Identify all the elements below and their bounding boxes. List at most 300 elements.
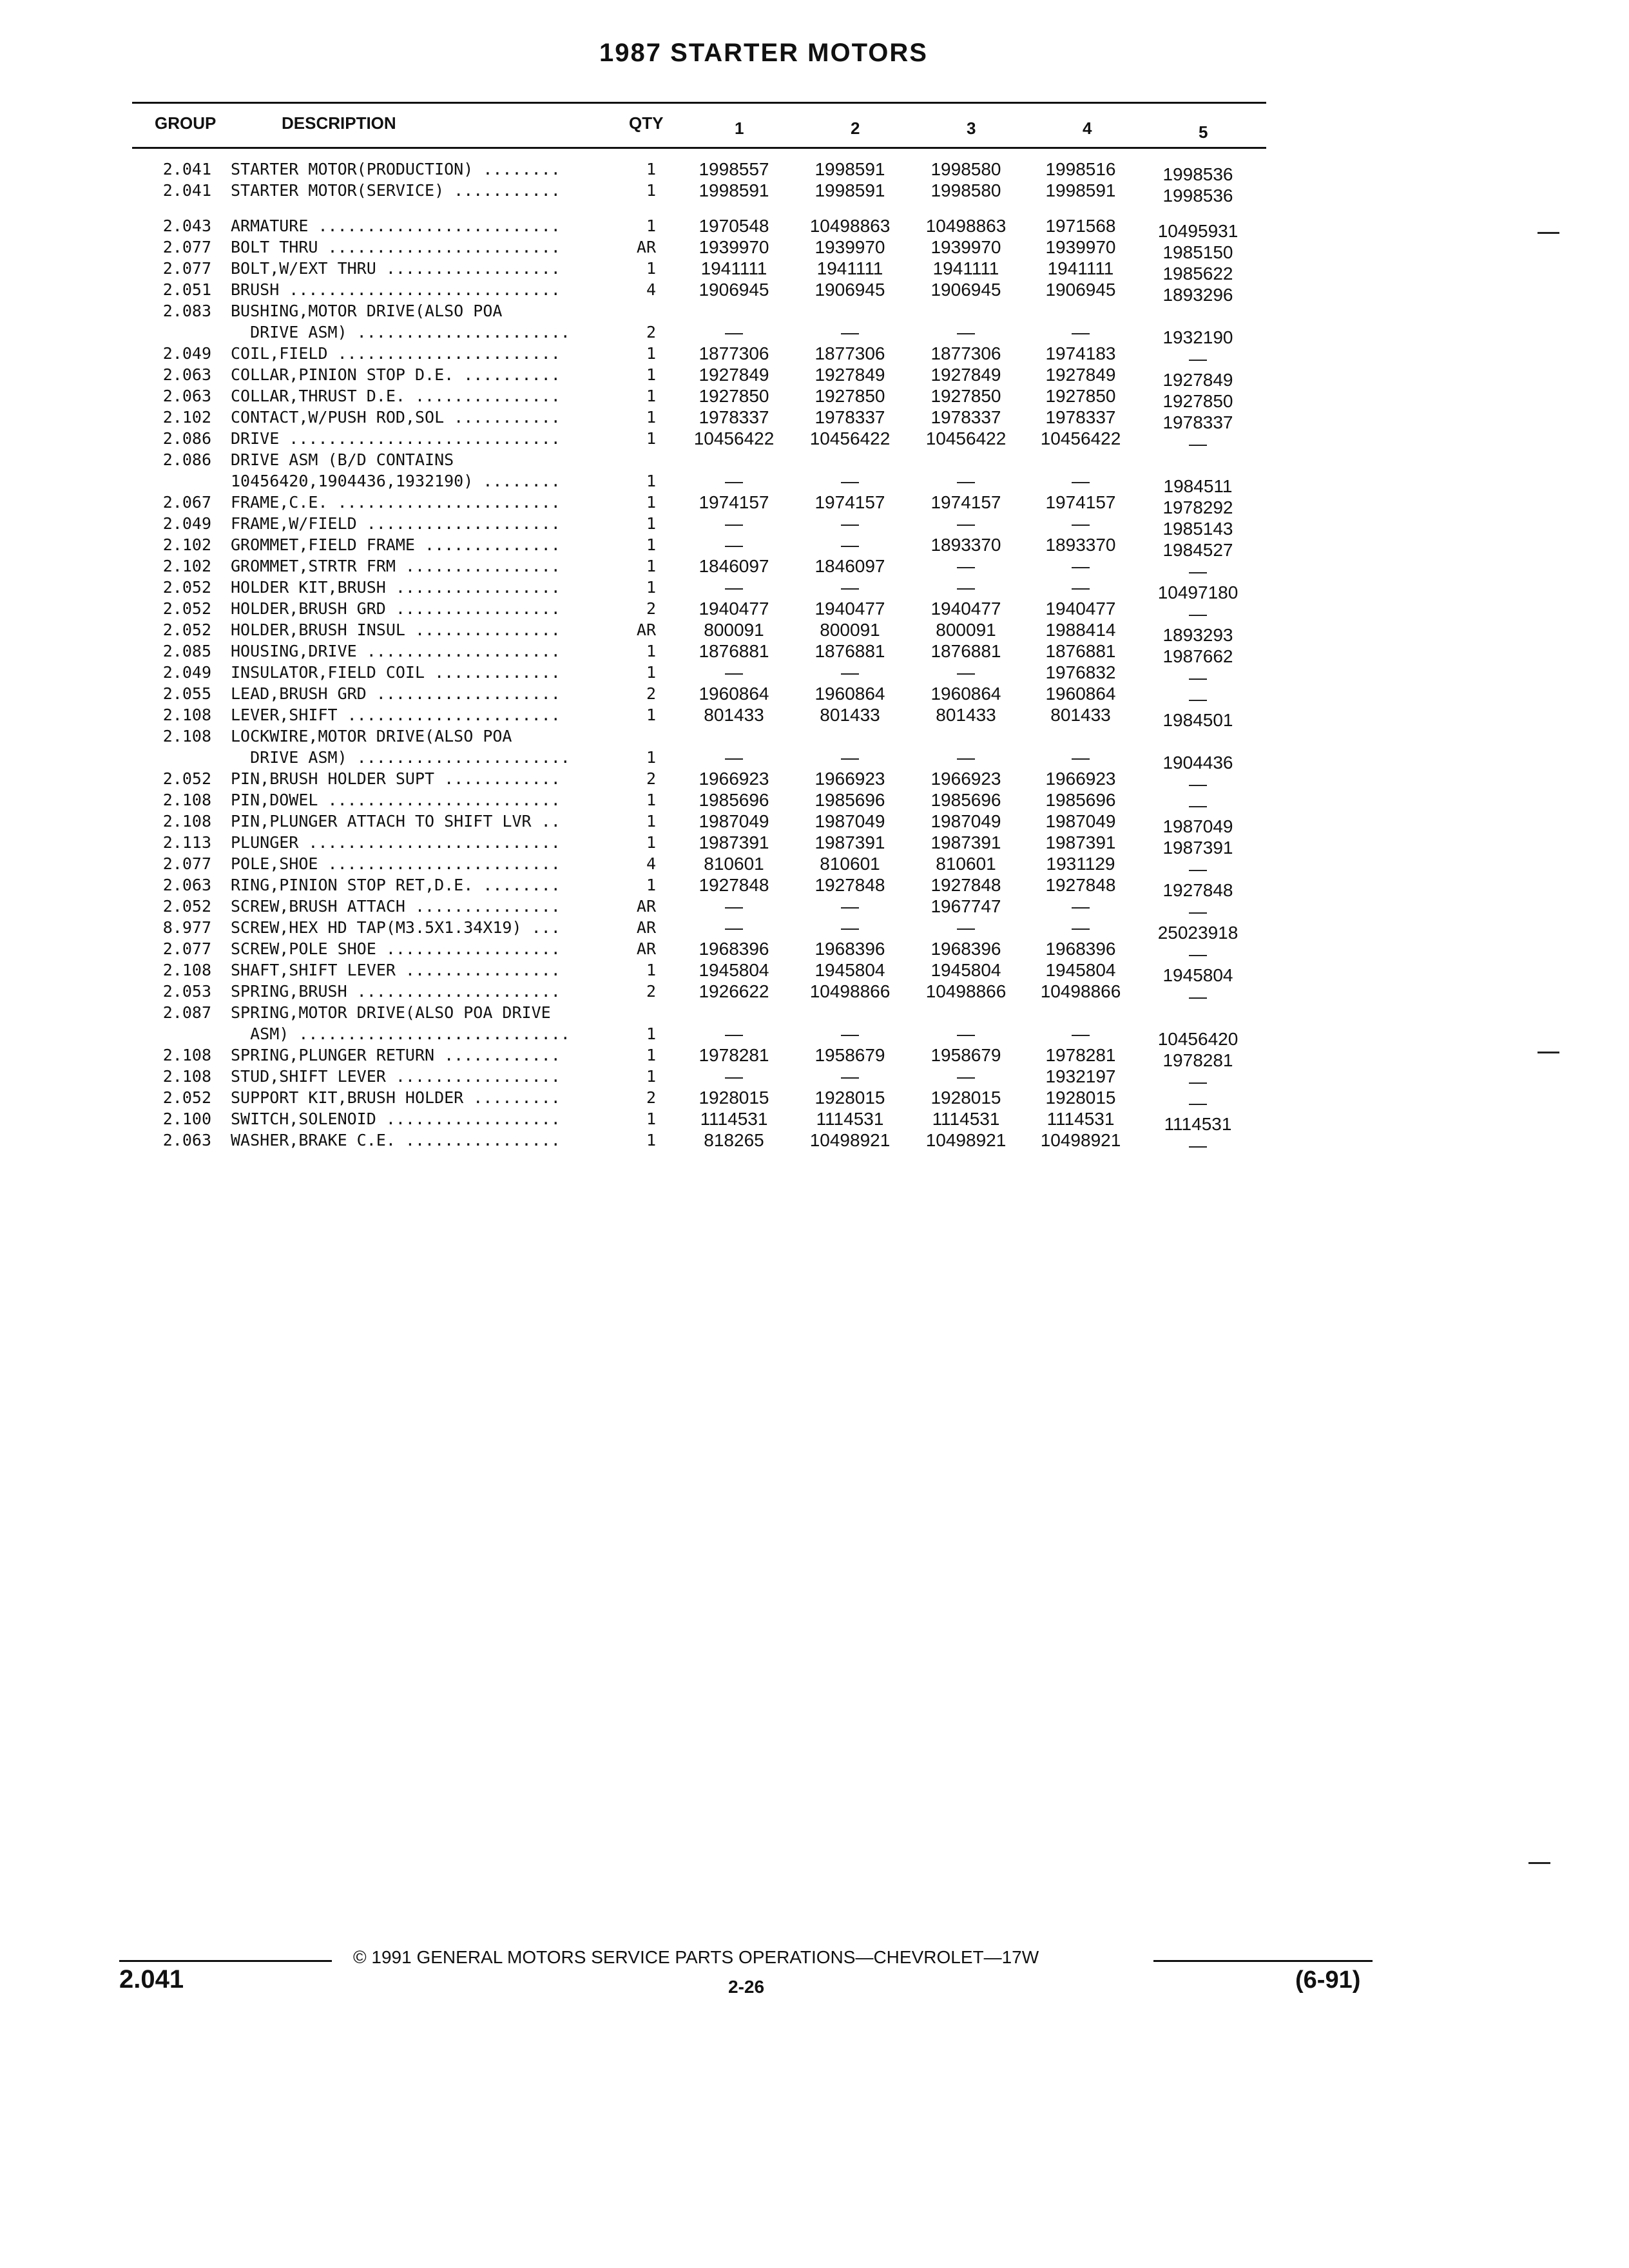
part-number-col-4: 1939970 [1045,237,1116,257]
part-qty: 1 [646,791,656,809]
part-description: HOLDER KIT,BRUSH ................. [231,578,561,597]
part-description: DRIVE ............................ [231,429,561,448]
part-number-col-3: 1958679 [930,1045,1001,1065]
part-qty: 1 [646,216,656,235]
part-number-col-3: — [957,471,975,491]
group-number: 2.049 [162,344,211,363]
part-number-col-1: 1960864 [699,684,769,704]
table-row [0,1088,1629,1113]
table-row [0,237,1629,262]
part-number-col-4: 1998591 [1045,180,1116,200]
part-qty: 2 [646,982,656,1001]
header-col-2: 2 [851,119,860,138]
table-row [0,343,1629,369]
part-number-col-5: 1987049 [1162,816,1233,836]
table-row [0,1003,1629,1023]
header-top-rule [132,102,1266,104]
part-number-col-3: 1941111 [932,258,999,278]
part-qty: 1 [646,365,656,384]
part-qty: 1 [646,1067,656,1086]
page-title: 1987 STARTER MOTORS [599,39,928,67]
part-number-col-2: 1846097 [815,556,885,576]
part-number-col-4: 1960864 [1045,684,1116,704]
part-number-col-4: 1985696 [1045,790,1116,810]
table-row [0,705,1629,730]
part-description: PIN,PLUNGER ATTACH TO SHIFT LVR .. [231,812,561,831]
part-number-col-5: — [1189,795,1207,815]
part-description: BOLT THRU ........................ [231,238,561,256]
part-number-col-2: 1927848 [815,875,885,895]
table-row [0,662,1629,687]
part-number-col-4: 1940477 [1045,599,1116,619]
part-description: LEVER,SHIFT ...................... [231,706,561,724]
group-number: 2.041 [162,181,211,200]
part-number-col-3: 1998580 [930,180,1001,200]
part-number-col-5: — [1189,1093,1207,1113]
part-qty: 1 [646,706,656,724]
part-number-col-2: 1114531 [816,1109,884,1129]
group-number: 2.067 [162,493,211,512]
part-number-col-3: 1876881 [930,641,1001,661]
part-number-col-4: 10498866 [1040,981,1121,1001]
part-number-col-1: 1966923 [699,769,769,789]
part-number-col-1: 1985696 [699,790,769,810]
part-number-col-5: 1987391 [1162,838,1233,858]
part-number-col-1: — [725,535,743,555]
part-number-col-5: — [1189,668,1207,687]
part-number-col-3: — [957,1024,975,1044]
part-number-col-4: 1945804 [1045,960,1116,980]
part-number-col-4: 1971568 [1045,216,1116,236]
part-number-col-5: 1893296 [1162,285,1233,305]
part-number-col-2: — [841,322,859,342]
part-number-col-4: 1998516 [1045,159,1116,179]
part-number-col-3: 10456422 [925,428,1007,448]
part-number-col-4: — [1072,1024,1090,1044]
part-description: DRIVE ASM) ...................... [231,323,570,341]
part-number-col-2: 1906945 [815,280,885,300]
part-qty: 1 [646,535,656,554]
part-number-col-5: — [1189,689,1207,709]
part-number-col-3: 1945804 [930,960,1001,980]
part-number-col-5: 1927849 [1162,370,1233,390]
part-qty: 1 [646,1131,656,1149]
part-number-col-4: 1987049 [1045,811,1116,831]
table-row [0,981,1629,1006]
part-number-col-1: — [725,918,743,937]
part-qty: 1 [646,160,656,178]
part-number-col-1: — [725,747,743,767]
part-qty: 1 [646,1110,656,1128]
group-number: 2.052 [162,620,211,639]
part-number-col-1: — [725,662,743,682]
group-number: 2.041 [162,160,211,178]
part-number-col-5: — [1189,349,1207,369]
group-number: 2.052 [162,1088,211,1107]
table-row [0,1024,1629,1049]
part-number-col-2: 800091 [820,620,880,640]
part-number-col-5: — [1189,1135,1207,1155]
part-description: DRIVE ASM (B/D CONTAINS [231,450,454,469]
part-number-col-3: 1966923 [930,769,1001,789]
part-description: SUPPORT KIT,BRUSH HOLDER ......... [231,1088,561,1107]
part-description: BRUSH ............................ [231,280,561,299]
part-description: LEAD,BRUSH GRD ................... [231,684,561,703]
part-description: DRIVE ASM) ...................... [231,748,570,767]
part-number-col-2: — [841,918,859,937]
header-col-3: 3 [967,119,976,138]
group-number: 2.077 [162,939,211,958]
part-number-col-5: 1927848 [1162,880,1233,900]
part-qty: 1 [646,344,656,363]
part-number-col-2: 1968396 [815,939,885,959]
part-number-col-3: 1906945 [930,280,1001,300]
part-number-col-5: 10497180 [1157,582,1239,602]
group-number: 2.051 [162,280,211,299]
part-number-col-5: — [1189,604,1207,624]
part-number-col-3: — [957,747,975,767]
table-row [0,1066,1629,1091]
group-number: 2.102 [162,535,211,554]
part-number-col-4: 1931129 [1046,854,1115,874]
part-number-col-4: 1876881 [1045,641,1116,661]
table-row [0,159,1629,184]
part-description: PIN,BRUSH HOLDER SUPT ............ [231,769,561,788]
group-number: 2.108 [162,1067,211,1086]
part-number-col-3: 1967747 [930,896,1001,916]
part-number-col-2: 801433 [820,705,880,725]
part-number-col-2: 1928015 [815,1088,885,1108]
part-number-col-3: 1974157 [930,492,1001,512]
part-description: SCREW,HEX HD TAP(M3.5X1.34X19) ... [231,918,561,937]
part-qty: 2 [646,599,656,618]
part-description: HOUSING,DRIVE .................... [231,642,561,660]
part-qty: 2 [646,769,656,788]
part-number-col-3: — [957,514,975,533]
part-description: PLUNGER .......................... [231,833,561,852]
margin-tick-mark [1537,1052,1559,1053]
part-number-col-1: 1939970 [699,237,769,257]
part-number-col-3: 1877306 [930,343,1001,363]
part-description: STARTER MOTOR(PRODUCTION) ........ [231,160,561,178]
part-number-col-3: — [957,577,975,597]
part-number-col-5: 1984527 [1162,540,1233,560]
table-row [0,428,1629,454]
group-number: 2.053 [162,982,211,1001]
group-number: 2.063 [162,365,211,384]
part-number-col-4: 1988414 [1045,620,1116,640]
part-description: ARMATURE ......................... [231,216,561,235]
part-number-col-3: 1960864 [930,684,1001,704]
group-number: 2.063 [162,876,211,894]
table-row [0,769,1629,794]
table-row [0,302,1629,321]
part-number-col-2: 10456422 [809,428,891,448]
part-number-col-2: 1876881 [815,641,885,661]
table-row [0,386,1629,411]
part-number-col-1: 1114531 [700,1109,768,1129]
part-number-col-1: 1927850 [699,386,769,406]
part-number-col-4: 1974183 [1045,343,1116,363]
part-qty: AR [636,238,656,256]
group-number: 2.085 [162,642,211,660]
part-description: RING,PINION STOP RET,D.E. ........ [231,876,561,894]
part-number-col-2: 10498866 [809,981,891,1001]
part-description: BOLT,W/EXT THRU .................. [231,259,561,278]
part-number-col-1: 1941111 [700,258,767,278]
part-number-col-5: — [1189,944,1207,964]
table-row [0,280,1629,305]
table-row [0,747,1629,773]
part-description: GROMMET,FIELD FRAME .............. [231,535,561,554]
part-number-col-3: 1927850 [930,386,1001,406]
part-number-col-2: 1945804 [815,960,885,980]
group-number: 2.043 [162,216,211,235]
part-number-col-1: 801433 [704,705,764,725]
group-number: 2.108 [162,706,211,724]
part-number-col-3: 1985696 [930,790,1001,810]
table-row [0,684,1629,709]
part-number-col-3: 800091 [936,620,996,640]
part-number-col-1: 800091 [704,620,764,640]
part-number-col-4: 1932197 [1045,1066,1116,1086]
part-description: COLLAR,THRUST D.E. ............... [231,387,561,405]
part-number-col-1: 1945804 [699,960,769,980]
part-number-col-1: 1998591 [699,180,769,200]
group-number: 2.083 [162,302,211,320]
part-qty: 2 [646,323,656,341]
part-description: HOLDER,BRUSH GRD ................. [231,599,561,618]
part-description: CONTACT,W/PUSH ROD,SOL ........... [231,408,561,427]
group-number: 2.102 [162,408,211,427]
part-number-col-4: — [1072,747,1090,767]
part-number-col-3: — [957,662,975,682]
table-row [0,875,1629,900]
part-number-col-1: 1978337 [699,407,769,427]
group-number: 2.077 [162,854,211,873]
part-qty: 1 [646,642,656,660]
part-description: SPRING,PLUNGER RETURN ............ [231,1046,561,1064]
part-description: POLE,SHOE ........................ [231,854,561,873]
group-number: 2.108 [162,727,211,745]
part-number-col-5: 1904436 [1162,753,1233,773]
part-number-col-1: 1876881 [699,641,769,661]
part-number-col-5: 1978292 [1162,497,1233,517]
part-number-col-4: 1966923 [1045,769,1116,789]
part-number-col-5: — [1189,1072,1207,1091]
table-row [0,854,1629,879]
part-number-col-4: 1114531 [1046,1109,1115,1129]
part-description: PIN,DOWEL ........................ [231,791,561,809]
table-row [0,620,1629,645]
part-number-col-2: — [841,662,859,682]
part-number-col-5: — [1189,986,1207,1006]
part-number-col-2: 10498921 [809,1130,891,1150]
part-number-col-2: 1998591 [815,180,885,200]
table-row [0,1130,1629,1155]
part-number-col-5: 1998536 [1162,186,1233,206]
part-number-col-3: 1928015 [930,1088,1001,1108]
part-description: HOLDER,BRUSH INSUL ............... [231,620,561,639]
part-number-col-3: 1927849 [930,365,1001,385]
margin-tick-mark [1528,1862,1550,1864]
part-number-col-3: 1978337 [930,407,1001,427]
part-number-col-5: 1987662 [1162,646,1233,666]
part-number-col-2: 1940477 [815,599,885,619]
table-row [0,258,1629,284]
part-qty: AR [636,939,656,958]
part-qty: AR [636,918,656,937]
part-qty: 1 [646,408,656,427]
part-number-col-4: 1987391 [1045,832,1116,852]
part-qty: 1 [646,181,656,200]
header-bottom-rule [132,147,1266,149]
footer-rule-left [119,1960,332,1962]
part-number-col-2: 1987391 [815,832,885,852]
table-row [0,1045,1629,1070]
part-description: BUSHING,MOTOR DRIVE(ALSO POA [231,302,503,320]
part-qty: 1 [646,578,656,597]
part-description: COIL,FIELD ....................... [231,344,561,363]
part-number-col-1: 1978281 [699,1045,769,1065]
table-row [0,180,1629,206]
part-number-col-4: 1978337 [1045,407,1116,427]
part-number-col-2: 1939970 [815,237,885,257]
part-number-col-5: 1985150 [1162,242,1233,262]
part-qty: 1 [646,663,656,682]
part-number-col-1: 1968396 [699,939,769,959]
part-description: INSULATOR,FIELD COIL ............. [231,663,561,682]
part-number-col-4: 1928015 [1045,1088,1116,1108]
header-col-4: 4 [1083,119,1092,138]
part-number-col-1: — [725,322,743,342]
part-number-col-1: 1927849 [699,365,769,385]
part-number-col-2: — [841,535,859,555]
part-qty: AR [636,897,656,916]
part-number-col-5: 1932190 [1162,327,1233,347]
part-description: FRAME,W/FIELD .................... [231,514,561,533]
part-number-col-4: 1927850 [1045,386,1116,406]
part-number-col-2: — [841,896,859,916]
part-number-col-3: 1927848 [930,875,1001,895]
group-number: 2.100 [162,1110,211,1128]
part-number-col-3: — [957,556,975,576]
part-number-col-1: 1926622 [699,981,769,1001]
part-number-col-3: 801433 [936,705,996,725]
part-number-col-2: 10498863 [809,216,891,236]
table-row [0,407,1629,432]
group-number: 2.052 [162,599,211,618]
part-description: FRAME,C.E. ....................... [231,493,561,512]
group-number: 2.063 [162,387,211,405]
part-number-col-2: 1927850 [815,386,885,406]
part-number-col-1: 1987049 [699,811,769,831]
part-number-col-1: 810601 [704,854,764,874]
group-number: 8.977 [162,918,211,937]
part-number-col-1: 1970548 [699,216,769,236]
part-number-col-1: — [725,1024,743,1044]
part-number-col-5: 1927850 [1162,391,1233,411]
part-number-col-5: 1984501 [1162,710,1233,730]
group-number: 2.108 [162,961,211,979]
part-qty: 1 [646,1024,656,1043]
part-number-col-4: 1927849 [1045,365,1116,385]
part-number-col-5: — [1189,859,1207,879]
part-number-col-4: 801433 [1050,705,1111,725]
part-qty: 1 [646,748,656,767]
part-number-col-5: 1985143 [1162,519,1233,539]
part-description: STUD,SHIFT LEVER ................. [231,1067,561,1086]
part-number-col-4: — [1072,556,1090,576]
part-number-col-4: 1968396 [1045,939,1116,959]
table-row [0,918,1629,943]
part-number-col-2: 1978337 [815,407,885,427]
footer-section-number: 2.041 [119,1965,184,1994]
part-number-col-5: 1978281 [1162,1050,1233,1070]
part-number-col-2: — [841,747,859,767]
part-qty: 1 [646,1046,656,1064]
group-number: 2.077 [162,238,211,256]
part-number-col-1: 10456422 [693,428,775,448]
part-number-col-5: — [1189,434,1207,454]
part-number-col-5: — [1189,561,1207,581]
table-row [0,577,1629,602]
header-group: GROUP [155,113,217,133]
part-number-col-1: 1998557 [699,159,769,179]
group-number: 2.102 [162,557,211,575]
part-description: 10456420,1904436,1932190) ........ [231,472,561,490]
table-row [0,471,1629,496]
part-number-col-2: 1974157 [815,492,885,512]
part-number-col-3: — [957,918,975,937]
part-qty: 1 [646,961,656,979]
part-qty: 1 [646,429,656,448]
table-row [0,322,1629,347]
part-qty: 1 [646,493,656,512]
table-row [0,216,1629,241]
part-number-col-1: 818265 [704,1130,764,1150]
table-row [0,599,1629,624]
part-number-col-3: 1939970 [930,237,1001,257]
part-qty: 1 [646,833,656,852]
part-qty: 2 [646,684,656,703]
part-number-col-4: — [1072,514,1090,533]
header-description: DESCRIPTION [282,113,396,133]
part-number-col-2: 1958679 [815,1045,885,1065]
part-number-col-3: 1940477 [930,599,1001,619]
part-number-col-5: 1114531 [1164,1114,1232,1134]
table-row [0,641,1629,666]
group-number: 2.052 [162,769,211,788]
part-qty: AR [636,620,656,639]
part-number-col-2: — [841,471,859,491]
margin-tick-mark [1537,232,1559,234]
part-number-col-5: 1945804 [1162,965,1233,985]
part-qty: 1 [646,557,656,575]
part-qty: 1 [646,876,656,894]
footer-revision-date: (6-91) [1295,1966,1361,1994]
group-number: 2.052 [162,578,211,597]
part-number-col-3: 1998580 [930,159,1001,179]
part-description: SWITCH,SOLENOID .................. [231,1110,561,1128]
part-number-col-5: — [1189,774,1207,794]
group-number: 2.049 [162,514,211,533]
footer-copyright: © 1991 GENERAL MOTORS SERVICE PARTS OPERATIONS—CHEVROLET—17W [353,1947,1039,1967]
part-number-col-5: 10456420 [1157,1029,1239,1049]
part-qty: 1 [646,472,656,490]
part-number-col-1: — [725,471,743,491]
part-number-col-4: — [1072,577,1090,597]
